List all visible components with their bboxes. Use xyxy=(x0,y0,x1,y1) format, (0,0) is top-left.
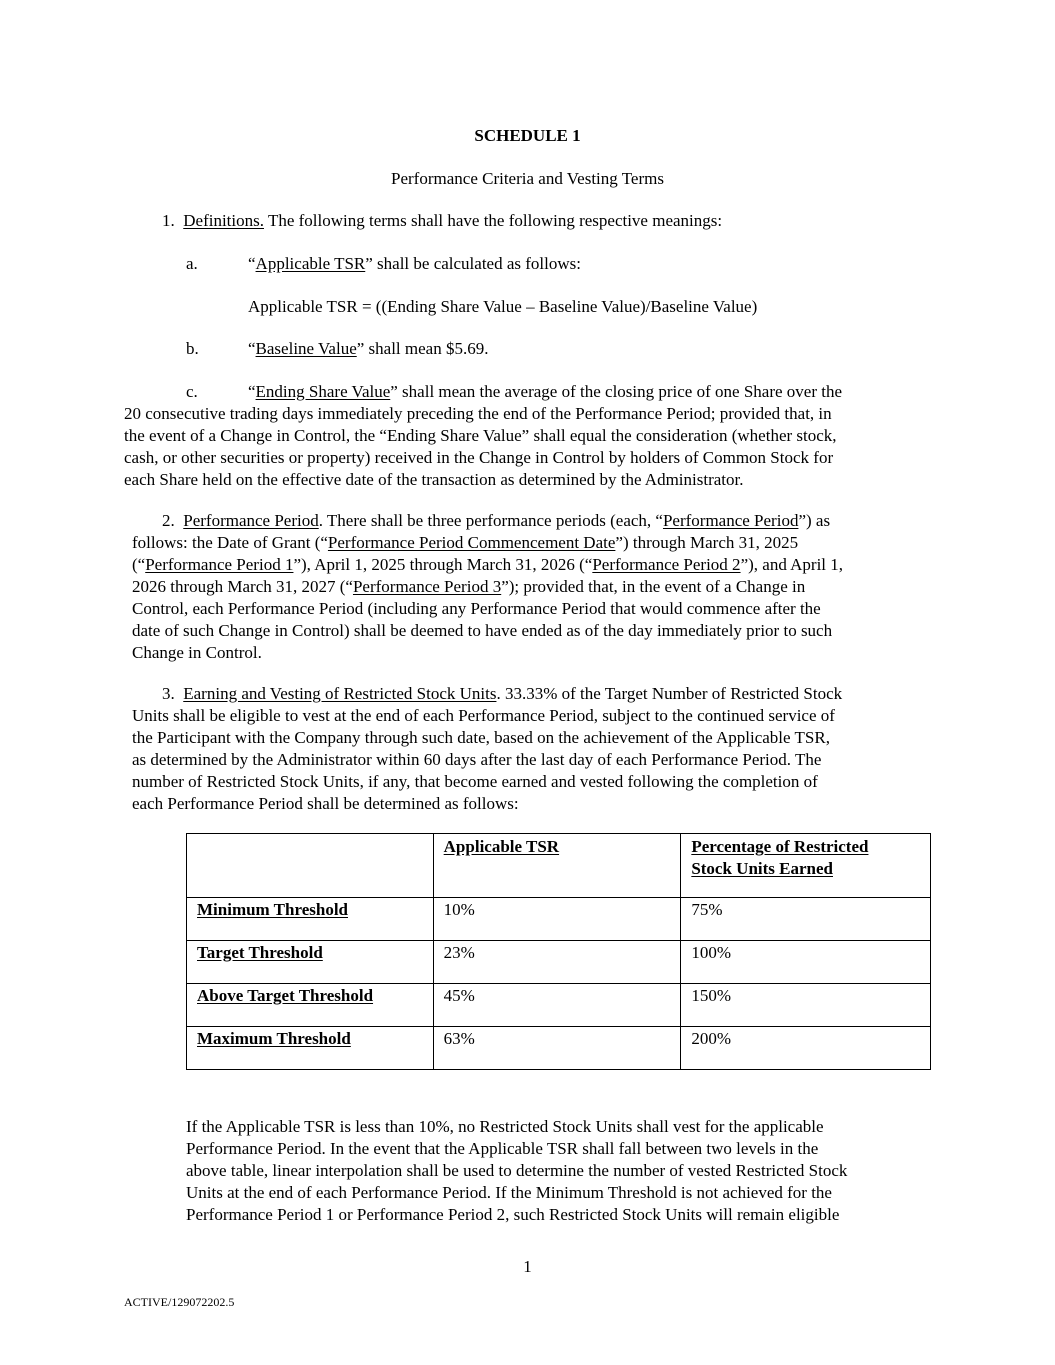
text-line: above table, linear interpolation shall be used to determine the number of vested Restricted Stock xyxy=(186,1161,848,1180)
tsr-formula: Applicable TSR = ((Ending Share Value – Baseline Value)/Baseline Value) xyxy=(248,297,758,316)
section-2-body xyxy=(132,532,843,664)
header-applicable-tsr: Applicable TSR xyxy=(443,837,560,856)
page-number: 1 xyxy=(523,1257,532,1276)
text-run: ”), April 1, 2025 through March 31, 2026 (“ xyxy=(293,555,593,574)
item-c-rest: ” shall mean the average of the closing price of one Share over the xyxy=(390,382,842,401)
item-c-letter: c. xyxy=(186,382,198,401)
row-label: Minimum Threshold xyxy=(197,900,348,919)
open-quote: “ xyxy=(248,382,256,401)
item-a-letter: a. xyxy=(186,254,198,273)
section-1-heading: Definitions. xyxy=(183,211,264,230)
text-line: the Participant with the Company through such date, based on the achievement of the Applicable TSR, xyxy=(132,728,830,747)
item-c-definition xyxy=(248,381,842,403)
table-cell: 200% xyxy=(681,1027,931,1070)
table-cell: 75% xyxy=(681,898,931,941)
text-line: Control, each Performance Period (including any Performance Period that would commence after the xyxy=(132,599,821,618)
text-line: cash, or other securities or property) received in the Change in Control by holders of Common Stock for xyxy=(124,448,834,467)
open-quote: “ xyxy=(248,254,256,273)
section-1-heading-line xyxy=(162,210,722,232)
item-a-definition xyxy=(248,253,581,275)
row-label: Target Threshold xyxy=(197,943,323,962)
page-subtitle: Performance Criteria and Vesting Terms xyxy=(391,169,664,188)
text-line: number of Restricted Stock Units, if any, that become earned and vested following the completion of xyxy=(132,772,818,791)
item-b-definition xyxy=(248,338,488,360)
text-line: as determined by the Administrator within 60 days after the last day of each Performance Period. The xyxy=(132,750,822,769)
table-cell: 23% xyxy=(433,941,681,984)
header-percentage-line-1: Percentage of Restricted xyxy=(691,837,869,856)
text-line: Units at the end of each Performance Period. If the Minimum Threshold is not achieved for the xyxy=(186,1183,832,1202)
section-3-body xyxy=(132,705,835,815)
item-b-rest: ” shall mean $5.69. xyxy=(356,339,489,358)
section-1-number: 1. xyxy=(162,211,175,230)
text-line: Performance Period 1 or Performance Period 2, such Restricted Stock Units will remain eligible xyxy=(186,1205,840,1224)
text-run: ”), and April 1, xyxy=(740,555,844,574)
term-applicable-tsr: Applicable TSR xyxy=(255,254,366,273)
text-line: Units shall be eligible to vest at the end of each Performance Period, subject to the continued service of xyxy=(132,706,835,725)
table-header-row xyxy=(187,834,931,898)
table-header-empty xyxy=(187,834,434,898)
header-percentage-line-2: Stock Units Earned xyxy=(691,859,833,878)
table-cell-label xyxy=(187,1027,434,1070)
text-run: ”) as xyxy=(798,511,831,530)
section-1-text: The following terms shall have the following respective meanings: xyxy=(264,211,723,230)
page-title: SCHEDULE 1 xyxy=(474,126,581,145)
text-line: each Share held on the effective date of the transaction as determined by the Administrator. xyxy=(124,470,744,489)
text-line xyxy=(132,576,843,598)
table-cell-label xyxy=(187,898,434,941)
open-quote: “ xyxy=(248,339,256,358)
section-3-heading: Earning and Vesting of Restricted Stock Units xyxy=(183,684,497,703)
term-baseline-value: Baseline Value xyxy=(255,339,357,358)
document-id: ACTIVE/129072202.5 xyxy=(124,1295,235,1309)
table-cell-label xyxy=(187,984,434,1027)
row-label: Above Target Threshold xyxy=(197,986,374,1005)
text-run: ”) through March 31, 2025 xyxy=(615,533,799,552)
section-3-number: 3. xyxy=(162,684,175,703)
section-2-number: 2. xyxy=(162,511,175,530)
table-cell: 45% xyxy=(433,984,681,1027)
text-line: If the Applicable TSR is less than 10%, no Restricted Stock Units shall vest for the applicable xyxy=(186,1117,824,1136)
term-performance-period-3: Performance Period 3 xyxy=(352,577,502,596)
item-b-letter: b. xyxy=(186,339,199,358)
table-header-cell xyxy=(433,834,681,898)
term-performance-period: Performance Period xyxy=(662,511,799,530)
text-run: ”); provided that, in the event of a Change in xyxy=(501,577,806,596)
section-2-line-1 xyxy=(162,510,830,532)
text-line: 20 consecutive trading days immediately preceding the end of the Performance Period; provided that, in xyxy=(124,404,832,423)
table-cell: 63% xyxy=(433,1027,681,1070)
table-row xyxy=(187,898,931,941)
table-header-cell xyxy=(681,834,931,898)
table-row xyxy=(187,984,931,1027)
text-line xyxy=(132,532,843,554)
term-ending-share-value: Ending Share Value xyxy=(255,382,391,401)
item-a-rest: ” shall be calculated as follows: xyxy=(365,254,581,273)
text-run: 2026 through March 31, 2027 (“ xyxy=(132,577,353,596)
term-performance-period-1: Performance Period 1 xyxy=(145,555,294,574)
text-line: Performance Period. In the event that the Applicable TSR shall fall between two levels in the xyxy=(186,1139,819,1158)
text-run: (“ xyxy=(132,555,146,574)
text-line: the event of a Change in Control, the “Ending Share Value” shall equal the consideration (whether stock, xyxy=(124,426,837,445)
table-row xyxy=(187,1027,931,1070)
term-performance-period-2: Performance Period 2 xyxy=(592,555,741,574)
table-row xyxy=(187,941,931,984)
text-run: follows: the Date of Grant (“ xyxy=(132,533,328,552)
text-line xyxy=(132,554,843,576)
section-2-heading: Performance Period xyxy=(183,511,319,530)
closing-paragraph xyxy=(186,1116,847,1226)
vesting-table xyxy=(186,833,931,1070)
table-cell: 100% xyxy=(681,941,931,984)
row-label: Maximum Threshold xyxy=(197,1029,351,1048)
text-line: Change in Control. xyxy=(132,643,262,662)
table-cell: 10% xyxy=(433,898,681,941)
text-run: . 33.33% of the Target Number of Restricted Stock xyxy=(496,684,843,703)
table-cell: 150% xyxy=(681,984,931,1027)
term-commencement-date: Performance Period Commencement Date xyxy=(327,533,616,552)
text-line: each Performance Period shall be determined as follows: xyxy=(132,794,519,813)
text-line: date of such Change in Control) shall be deemed to have ended as of the day immediately prior to such xyxy=(132,621,833,640)
item-c-body xyxy=(124,403,837,491)
table-cell-label xyxy=(187,941,434,984)
text-run: . There shall be three performance periods (each, “ xyxy=(318,511,663,530)
section-3-line-1 xyxy=(162,683,842,705)
